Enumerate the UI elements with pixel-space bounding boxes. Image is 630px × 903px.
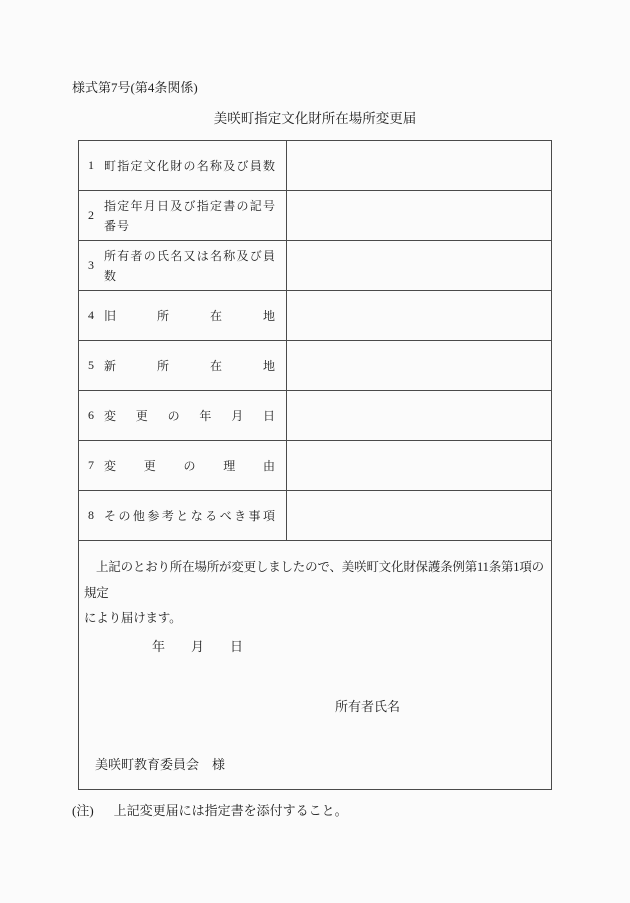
- row-value-cell: [287, 341, 551, 390]
- row-label: 指定年月日及び指定書の記号番号: [104, 198, 276, 233]
- row-label: 変更の理由: [104, 458, 276, 473]
- footnote: [72, 800, 348, 819]
- form-number: 様式第7号(第4条関係): [72, 80, 198, 95]
- footnote-prefix: (注): [72, 803, 94, 818]
- row-number: 3: [88, 258, 94, 272]
- table-row: [79, 491, 551, 541]
- statement-paragraph: [79, 541, 551, 632]
- owner-name-label: 所有者氏名: [335, 699, 401, 714]
- row-label: 所有者の氏名又は名称及び員数: [104, 248, 276, 283]
- row-number: 1: [88, 158, 94, 172]
- row-number: 8: [88, 508, 94, 522]
- form-table: [78, 140, 552, 790]
- document-title: 美咲町指定文化財所在場所変更届: [213, 111, 417, 126]
- row-value-cell: [287, 241, 551, 290]
- row-label: 新所在地: [104, 358, 276, 373]
- row-value-cell: [287, 441, 551, 490]
- row-number: 2: [88, 208, 94, 222]
- row-label-cell: [79, 391, 287, 440]
- addressee-line: 美咲町教育委員会 様: [95, 757, 226, 772]
- table-row: [79, 391, 551, 441]
- row-number: 6: [88, 408, 94, 422]
- row-label: 旧所在地: [104, 308, 276, 323]
- footnote-text: 上記変更届には指定書を添付すること。: [113, 803, 348, 818]
- row-label-cell: [79, 491, 287, 540]
- row-value-cell: [287, 391, 551, 440]
- row-number: 7: [88, 458, 94, 472]
- statement-line-1: 上記のとおり所在場所が変更しましたので、美咲町文化財保護条例第11条第1項の規定: [84, 560, 544, 600]
- row-value-cell: [287, 141, 551, 190]
- statement-line-2: により届けます。: [84, 611, 182, 625]
- row-label-cell: [79, 191, 287, 240]
- row-label-cell: [79, 141, 287, 190]
- table-row: [79, 291, 551, 341]
- row-value-cell: [287, 191, 551, 240]
- row-label-cell: [79, 291, 287, 340]
- date-line: 年 月 日: [152, 639, 244, 654]
- table-row: [79, 241, 551, 291]
- table-row: [79, 141, 551, 191]
- row-value-cell: [287, 491, 551, 540]
- row-number: 4: [88, 308, 94, 322]
- row-value-cell: [287, 291, 551, 340]
- row-label: 町指定文化財の名称及び員数: [104, 158, 276, 173]
- table-row: [79, 441, 551, 491]
- statement-cell: [79, 541, 551, 788]
- row-label-cell: [79, 441, 287, 490]
- row-label-cell: [79, 241, 287, 290]
- table-row: [79, 191, 551, 241]
- row-label-cell: [79, 341, 287, 390]
- table-row: [79, 341, 551, 391]
- row-label: その他参考となるべき事項: [104, 508, 276, 523]
- row-label: 変更の年月日: [104, 408, 276, 423]
- row-number: 5: [88, 358, 94, 372]
